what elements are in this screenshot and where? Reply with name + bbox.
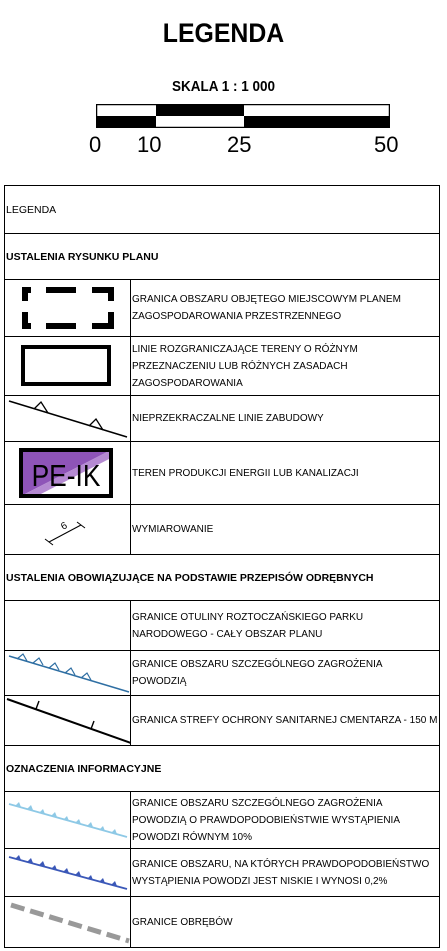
section-heading-row <box>5 234 440 280</box>
legend-title-row <box>5 186 440 234</box>
legend-row <box>5 337 440 396</box>
flood-line-light-symbol <box>5 792 131 849</box>
zone-label-symbol <box>5 442 131 505</box>
flood-line-dark-symbol <box>5 849 131 897</box>
legend-title: LEGENDA <box>162 18 285 48</box>
legend-description: GRANICE OBSZARU SZCZEGÓLNEGO ZAGROŻENIA POWODZIĄ <box>131 651 440 696</box>
scale-bar <box>96 104 390 128</box>
scale-tick-0: 0 <box>89 132 102 157</box>
dimension-symbol <box>5 505 131 555</box>
empty-symbol <box>5 601 131 651</box>
section-heading-row <box>5 555 440 601</box>
gray-dashed-line-symbol <box>5 897 131 948</box>
legend-row <box>5 280 440 337</box>
rectangle-symbol <box>5 337 131 396</box>
cemetery-line-symbol <box>5 696 131 746</box>
dimension-value: 6 <box>59 520 70 533</box>
legend-table <box>4 185 440 948</box>
legend-row <box>5 601 440 651</box>
legend-description: GRANICE OTULINY ROZTOCZAŃSKIEGO PARKU NARODOWEGO - CAŁY OBSZAR PLANU <box>131 601 440 651</box>
legend-description: GRANICA STREFY OCHRONY SANITARNEJ CMENTARZA - 150 M <box>131 696 440 746</box>
legend-description: WYMIAROWANIE <box>131 505 440 555</box>
legend-description: NIEPRZEKRACZALNE LINIE ZABUDOWY <box>131 396 440 442</box>
legend-description: GRANICE OBRĘBÓW <box>131 897 440 948</box>
legend-description: LINIE ROZGRANICZAJĄCE TERENY O RÓŻNYM PRZEZNACZENIU LUB RÓŻNYCH ZASADACH ZAGOSPODAROWANIA <box>131 337 440 396</box>
scale-tick-50: 50 <box>374 132 399 157</box>
dashed-rectangle-symbol <box>5 280 131 337</box>
legend-row <box>5 651 440 696</box>
legend-description: TEREN PRODUKCJI ENERGII LUB KANALIZACJI <box>131 442 440 505</box>
legend-description: GRANICE OBSZARU, NA KTÓRYCH PRAWDOPODOBIEŃSTWO WYSTĄPIENIA POWODZI JEST NISKIE I WYNOSI 0,2% <box>131 849 440 897</box>
section-heading: USTALENIA RYSUNKU PLANU <box>5 234 440 280</box>
scale-tick-10: 10 <box>137 132 162 157</box>
legend-row <box>5 849 440 897</box>
flood-line-symbol <box>5 651 131 696</box>
scale-label: SKALA 1 : 1 000 <box>171 78 276 95</box>
section-heading: OZNACZENIA INFORMACYJNE <box>5 746 440 792</box>
legend-row <box>5 792 440 849</box>
legend-title-cell: LEGENDA <box>5 186 440 234</box>
section-heading: USTALENIA OBOWIĄZUJĄCE NA PODSTAWIE PRZEPISÓW ODRĘBNYCH <box>5 555 440 601</box>
legend-description: GRANICA OBSZARU OBJĘTEGO MIEJSCOWYM PLANEM ZAGOSPODAROWANIA PRZESTRZENNEGO <box>131 280 440 337</box>
legend-description: GRANICE OBSZARU SZCZEGÓLNEGO ZAGROŻENIA POWODZIĄ O PRAWDOPODOBIEŃSTWIE WYSTĄPIENIA POWODZI RÓWNYM 10% <box>131 792 440 849</box>
building-line-symbol <box>5 396 131 442</box>
legend-row <box>5 696 440 746</box>
legend-row <box>5 505 440 555</box>
section-heading-row <box>5 746 440 792</box>
zone-label-text: PE-IK <box>31 459 101 494</box>
legend-row <box>5 897 440 948</box>
scale-tick-25: 25 <box>227 132 252 157</box>
legend-row <box>5 442 440 505</box>
legend-row <box>5 396 440 442</box>
